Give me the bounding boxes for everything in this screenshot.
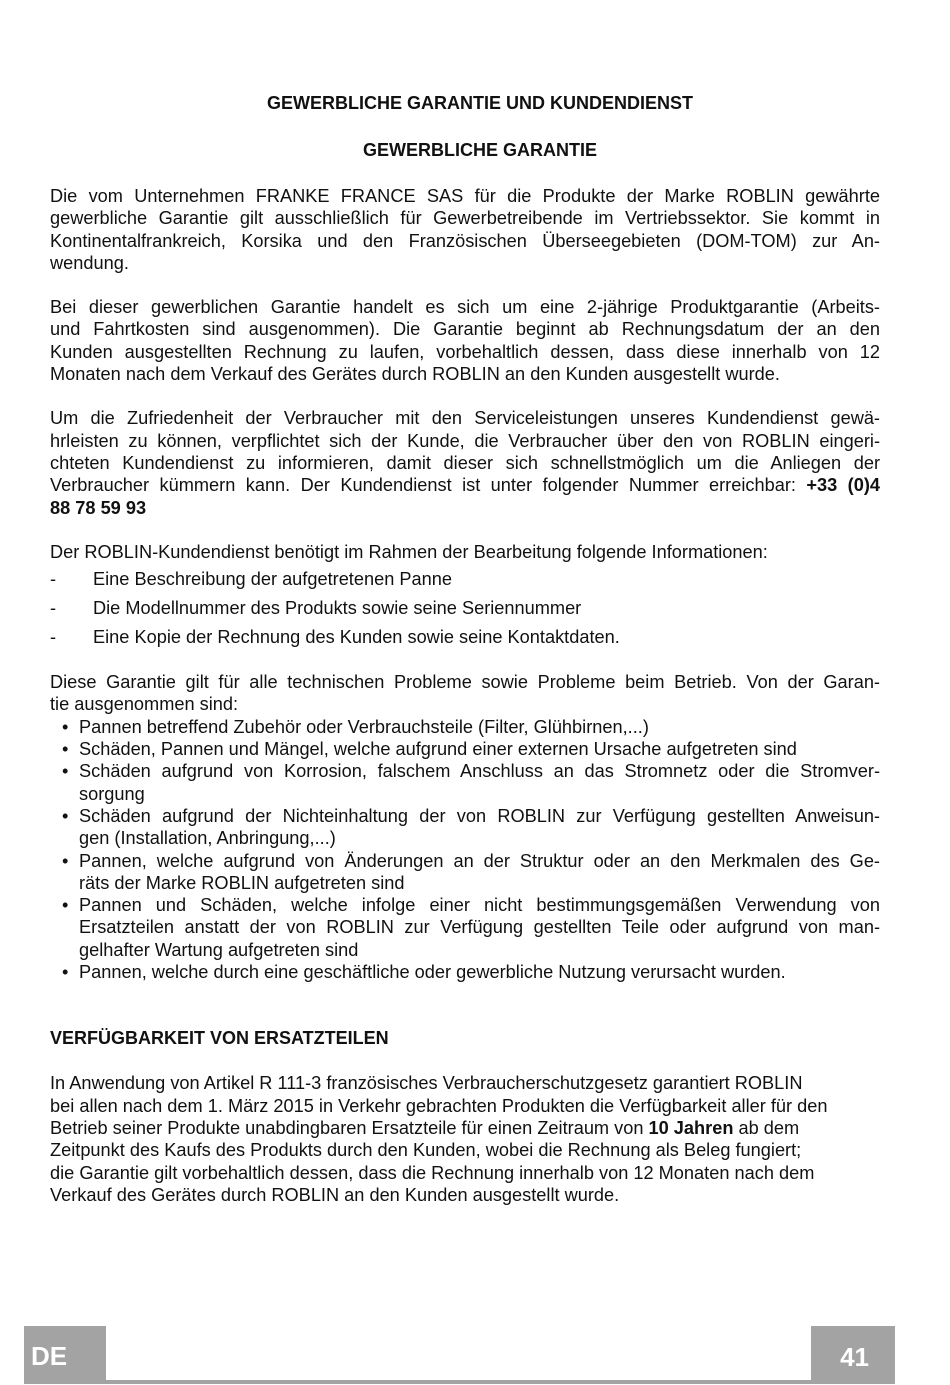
exclusions-list: [50, 716, 880, 984]
spare-parts-period: 10 Jahren: [648, 1117, 734, 1138]
paragraph-guarantee-term: Bei dieser gewerblichen Garantie handelt es sich um eine 2-jährige Produktgarantie (Arbeits- und Fahrtkosten sind ausgenommen). Die Garantie beginnt ab Rechnungsdatum der an den Kunden ausgestellten Rechnung zu laufen, vorbehaltlich dessen, dass diese innerhalb von 12 Monaten nach dem Verkauf des Gerätes durch ROBLIN an den Kunden ausgestellt wurde.: [50, 297, 880, 385]
list-item: • Schäden aufgrund der Nichteinhaltung der von ROBLIN zur Verfügung gestellten Anweisun- gen (Installation, Anbringung,...): [62, 805, 880, 849]
phone-number-cont: 88 78 59 93: [50, 497, 147, 518]
phone-number: +33 (0)4: [806, 475, 880, 496]
list-item: • Pannen und Schäden, welche infolge einer nicht bestimmungsgemäßen Verwendung von Ersatzteilen anstatt der von ROBLIN zur Verfügung gestellten Teile oder aufgrund von man- gelhafter Wartung aufgetreten sind: [62, 895, 880, 960]
document-body: [50, 92, 880, 1224]
language-badge: DE: [24, 1326, 106, 1384]
page-title: GEWERBLICHE GARANTIE UND KUNDENDIENST: [266, 93, 693, 113]
list-item: • Pannen, welche aufgrund von Änderungen an der Struktur oder an den Merkmalen des Ge- räts der Marke ROBLIN aufgetreten sind: [62, 850, 880, 893]
list-item: • Schäden aufgrund von Korrosion, falschem Anschluss an das Stromnetz oder die Stromver- sorgung: [62, 761, 880, 804]
paragraph-required-info: Der ROBLIN-Kundendienst benötigt im Rahmen der Bearbeitung folgende Informationen:: [50, 541, 768, 562]
paragraph-exclusions-intro: Diese Garantie gilt für alle technischen Probleme sowie Probleme beim Betrieb. Von der Garan- tie ausgenommen sind:: [50, 672, 880, 715]
list-item: - Eine Beschreibung der aufgetretenen Panne: [50, 569, 452, 590]
section-title-spare-parts: VERFÜGBARKEIT VON ERSATZTEILEN: [50, 1028, 389, 1049]
list-item: • Pannen, welche durch eine geschäftliche oder gewerbliche Nutzung verursacht wurden.: [62, 962, 786, 983]
required-info-list: [50, 568, 880, 655]
paragraph-customer-service: Um die Zufriedenheit der Verbraucher mit den Serviceleistungen unseres Kundendienst gewä- hrleisten zu können, verpflichtet sich der Kunde, die Verbraucher über den von ROBLIN eingeri- chteten Kundendienst zu informieren, damit dieser sich schnellstmöglich um die Anliegen der Verbraucher kümmern kann. Der Kundendienst ist unter folgender Nummer erreichbar: +33 (0)4 88 78 59 93: [50, 408, 880, 518]
paragraph-intro: Die vom Unternehmen FRANKE FRANCE SAS für die Produkte der Marke ROBLIN gewährte gewerbliche Garantie gilt ausschließlich für Gewerbetreibende im Vertriebssektor. Sie kommt in Kontinentalfrankreich, Korsika und den Französischen Überseegebieten (DOM-TOM) zur An- wendung.: [50, 186, 880, 273]
list-item: • Schäden, Pannen und Mängel, welche aufgrund einer externen Ursache aufgetreten sind: [62, 739, 797, 760]
footer-divider: [106, 1380, 811, 1384]
paragraph-spare-parts: In Anwendung von Artikel R 111-3 französisches Verbraucherschutzgesetz garantiert ROBLIN bei allen nach dem 1. März 2015 in Verkehr gebrachten Produkten die Verfügbarkeit aller für den Betrieb seiner Produkte unabdingbaren Ersatzteile für einen Zeitraum von 10 Jahren ab dem Zeitpunkt des Kaufs des Produkts durch den Kunden, wobei die Rechnung als Beleg fungiert; die Garantie gilt vorbehaltlich dessen, dass die Rechnung innerhalb von 12 Monaten nach dem Verkauf des Gerätes durch ROBLIN an den Kunden ausgestellt wurde.: [50, 1073, 828, 1205]
list-item: - Eine Kopie der Rechnung des Kunden sowie seine Kontaktdaten.: [50, 627, 620, 648]
list-item: • Pannen betreffend Zubehör oder Verbrauchsteile (Filter, Glühbirnen,...): [62, 716, 649, 737]
page-footer: [24, 1326, 895, 1384]
list-item: - Die Modellnummer des Produkts sowie seine Seriennummer: [50, 598, 582, 619]
page-number-badge: 41: [811, 1326, 895, 1384]
section-title-guarantee: GEWERBLICHE GARANTIE: [363, 140, 597, 160]
